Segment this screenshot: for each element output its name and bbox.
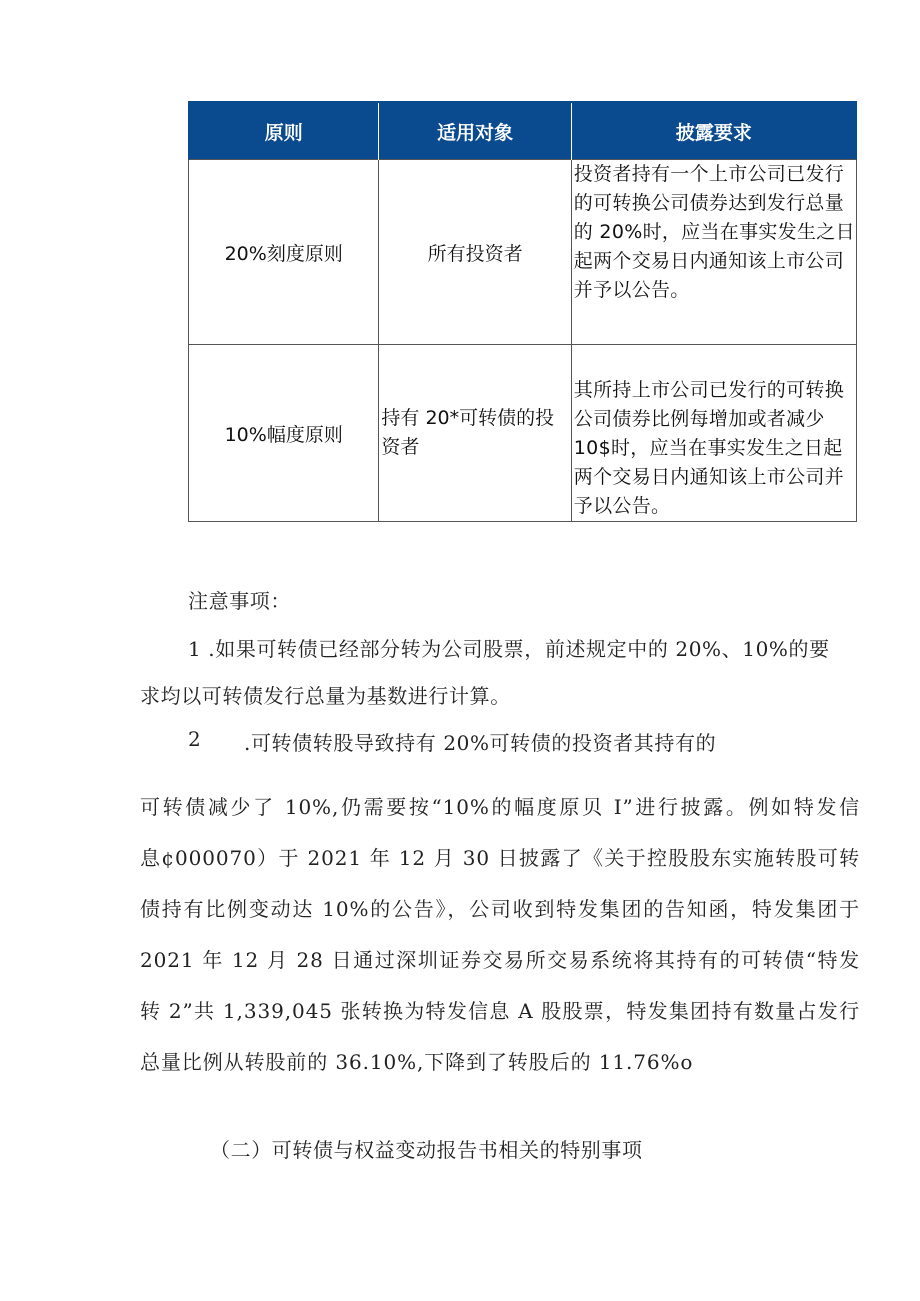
header-principle: 原则 [189,102,379,160]
note-item-2-paragraph: 可转债减少了 10%,仍需要按“10%的幅度原贝 I”进行披露。例如特发信息¢000070）于 2021 年 12 月 30 日披露了《关于控股股东实施转股可转债持有比例变动达 10%的公告》，公司收到特发集团的告知函，特发集团于 2021 年 12 月 28 日通过深圳证券交易所交易系统将其持有的可转债“特发转 2”共 1,339,045 张转换为特发信息 A 股股票，特发集团持有数量占发行总量比例从转股前的 36.10%,下降到了转股后的 11.76%o [140,795,860,1074]
note-item-2-line-1: .可转债转股导致持有 20%可转债的投资者其持有的 [244,731,717,755]
cell-requirement [571,345,856,522]
table-row [189,160,857,345]
cell-target: 所有投资者 [379,160,571,345]
cell-principle: 20%刻度原则 [189,160,379,345]
cell-target [379,345,571,522]
requirement-text: 投资者持有一个上市公司已发行的可转换公司债券达到发行总量的 20%时，应当在事实发生之日起两个交易日内通知该上市公司并予以公告。 [573,163,855,301]
note-item-1-line-2: 求均以可转债发行总量为基数进行计算。 [140,684,511,708]
note-item-2-number: 2 [188,727,202,751]
header-requirement: 披露要求 [571,102,856,160]
cell-principle: 10%幅度原则 [189,345,379,522]
table-header-row [189,102,857,160]
section-heading: （二）可转债与权益变动报告书相关的特别事项 [210,1138,643,1162]
cell-requirement [571,160,856,345]
requirement-text: 其所持上市公司已发行的可转换公司债券比例每增加或者减少 10$时，应当在事实发生之日起两个交易日内通知该上市公司并予以公告。 [573,379,844,517]
notes-title: 注意事项： [188,589,291,613]
disclosure-rules-table [188,101,857,522]
table-row [189,345,857,522]
target-text: 持有 20*可转债的投资者 [381,407,555,458]
note-item-1-line-1: 1 .如果可转债已经部分转为公司股票，前述规定中的 20%、10%的要 [188,637,830,661]
header-target: 适用对象 [379,102,571,160]
